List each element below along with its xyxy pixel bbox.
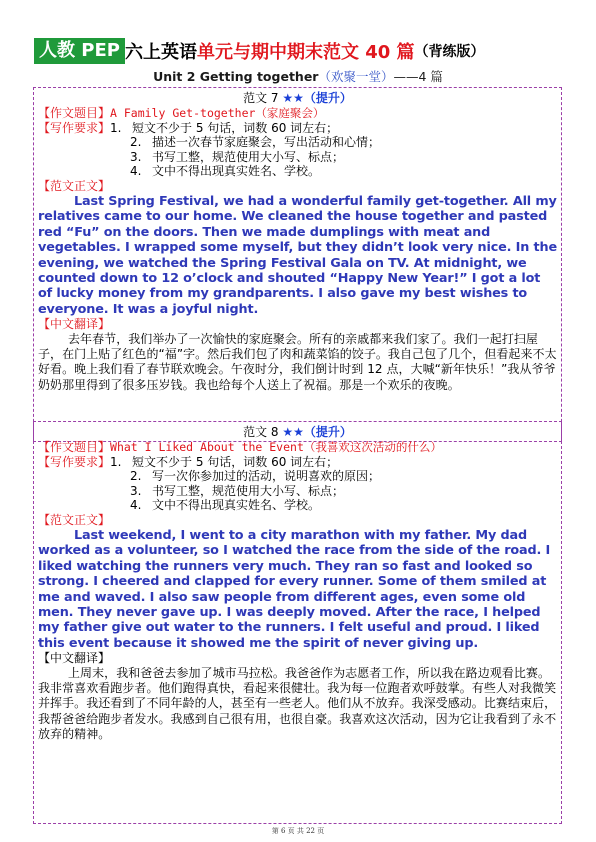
essay-text: Last weekend, I went to a city marathon with my father. My dad worked as a volunteer, so I watched the race from the side of the road. I liked watching the runners very much. They ran so fast and looked so strong. I cheered and clapped for every runner. Some of them smiled at me and waved. I also saw people from different ages, even some old men. They never gave up. I was deeply moved. After the race, I helped my father give out water to the runners. I felt useful and proud. I liked this event because it showed me the spirit of never giving up. — [38, 528, 551, 651]
topic-line — [38, 440, 557, 455]
sample-card-7 — [33, 87, 562, 442]
star-rating-icon: ★★ — [282, 91, 304, 105]
difficulty-level: （提升） — [303, 425, 352, 439]
translation-label: 【中文翻译】 — [38, 317, 111, 332]
difficulty-level: （提升） — [303, 91, 352, 105]
requirement-line: 4. 文中不得出现真实姓名、学校。 — [130, 498, 321, 512]
sample-card-8 — [33, 421, 562, 824]
translation-label-line — [38, 651, 557, 666]
sample-number: 范文 7 — [243, 91, 279, 105]
essay-label: 【范文正文】 — [38, 178, 111, 193]
topic-text: A Family Get-together（家庭聚会） — [110, 106, 325, 120]
unit-name-cn: （欢聚一堂） — [318, 69, 394, 84]
topic-line — [38, 106, 557, 121]
requirement-line: 3. 书写工整，规范使用大小写、标点； — [130, 149, 345, 164]
page-footer: 第 6 页 共 22 页 — [271, 827, 325, 835]
sample-heading — [38, 425, 557, 440]
requirement-line: 【写作要求】1. 短文不少于 5 句话，词数 60 词左右； — [38, 454, 339, 469]
unit-count: ——4 篇 — [393, 69, 443, 84]
title-red: 单元与期中期末范文 40 篇 — [196, 42, 415, 63]
page-title — [34, 38, 574, 66]
title-part1: 六上英语 — [124, 42, 197, 63]
star-rating-icon: ★★ — [282, 425, 304, 439]
requirement-label: 【写作要求】 — [38, 120, 111, 135]
sample-heading — [38, 91, 557, 106]
essay-label-line — [38, 513, 557, 528]
unit-name: Unit 2 Getting together — [153, 69, 319, 84]
requirement-line: 2. 描述一次春节家庭聚会，写出活动和心情； — [130, 135, 381, 149]
topic-label: 【作文题目】 — [38, 106, 111, 120]
translation-text: 上周末，我和爸爸去参加了城市马拉松。我爸爸作为志愿者工作，所以我在路边观看比赛。我非常喜欢看跑步者。他们跑得真快，看起来很健壮。我为每一位跑者欢呼鼓掌。有些人对我微笑并挥手。我还看到了不同年龄的人，甚至有一些老人。他们从不放弃。我深受感动。比赛结束后，我帮爸爸给跑步者发水。我感到自己很有用，也很自豪。我喜欢这次活动，因为它让我看到了永不放弃的精神。 — [38, 665, 557, 741]
requirement-line: 4. 文中不得出现真实姓名、学校。 — [130, 164, 321, 178]
essay-label-line — [38, 179, 557, 194]
translation-label: 【中文翻译】 — [38, 651, 111, 666]
essay-text: Last Spring Festival, we had a wonderful family get-together. All my relatives came to our home. We cleaned the house together and pasted red “Fu” on the doors. Then we made dumplings with meat and vegetables. I wrapped some myself, but they didn’t look very nice. In the evening, we watched the Spring Festival Gala on TV. At midnight, we counted down to 12 o’clock and shouted “Happy New Year!” I got a lot of lucky money from my grandparents. I also gave my best wishes to everyone. It was a joyful night. — [38, 194, 558, 317]
requirement-line: 【写作要求】1. 短文不少于 5 句话，词数 60 词左右； — [38, 120, 339, 135]
unit-subtitle — [0, 67, 596, 85]
translation-label-line — [38, 317, 557, 332]
topic-label: 【作文题目】 — [38, 440, 111, 454]
requirement-line: 2. 写一次你参加过的活动，说明喜欢的原因； — [130, 469, 381, 483]
requirement-label: 【写作要求】 — [38, 454, 111, 469]
topic-text: What I Liked About the Event（我喜欢这次活动的什么） — [110, 440, 442, 454]
requirement-line: 3. 书写工整，规范使用大小写、标点； — [130, 483, 345, 498]
essay-label: 【范文正文】 — [38, 512, 111, 527]
translation-text: 去年春节，我们举办了一次愉快的家庭聚会。所有的亲戚都来我们家了。我们一起打扫屋子，在门上贴了红色的“福”字。然后我们包了肉和蔬菜馅的饺子。我自己包了几个，但看起来不太好看。晚上我们看了春节联欢晚会。午夜时分，我们倒计时到 12 点，大喊“新年快乐！”我从爷爷奶奶那里得到了很多压岁钱。我也给每个人送上了祝福。那是一个欢乐的夜晚。 — [38, 331, 557, 392]
title-suffix: （背练版） — [414, 44, 485, 60]
sample-number: 范文 8 — [243, 425, 279, 439]
publisher-badge: 人教 PEP — [34, 38, 125, 64]
